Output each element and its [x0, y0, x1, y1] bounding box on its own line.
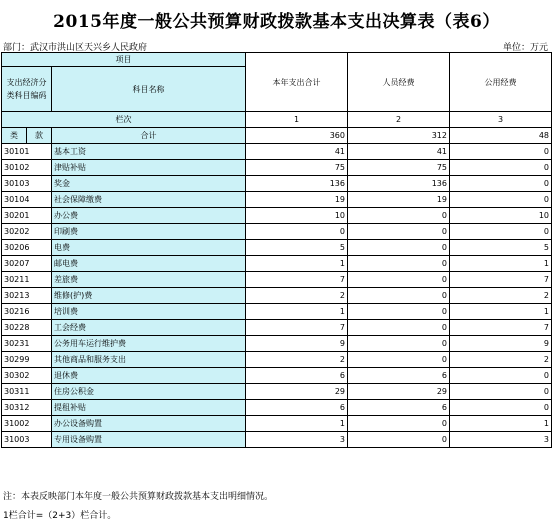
- table-row: [2, 160, 552, 176]
- row-personnel: 6: [348, 400, 450, 416]
- row-total: 10: [246, 208, 348, 224]
- table-row: [2, 176, 552, 192]
- row-code: 30202: [2, 224, 52, 240]
- table-row: [2, 368, 552, 384]
- row-subject-name: 基本工资: [52, 144, 246, 160]
- total-label: 合计: [52, 128, 246, 144]
- row-personnel: 0: [348, 320, 450, 336]
- table-row: [2, 224, 552, 240]
- footnote: 注：本表反映部门本年度一般公共预算财政拨款基本支出明细情况。: [3, 492, 274, 502]
- table-row: [2, 384, 552, 400]
- total-personnel: 312: [348, 128, 450, 144]
- row-public: 2: [450, 352, 552, 368]
- row-public: 10: [450, 208, 552, 224]
- row-code: 30207: [2, 256, 52, 272]
- footnote-formula: 1栏合计=（2+3）栏合计。: [3, 511, 117, 521]
- row-personnel: 0: [348, 240, 450, 256]
- row-personnel: 0: [348, 272, 450, 288]
- row-code: 30312: [2, 400, 52, 416]
- total-value: 360: [246, 128, 348, 144]
- department-label: 部门：武汉市洪山区天兴乡人民政府: [3, 43, 148, 53]
- row-public: 0: [450, 144, 552, 160]
- row-total: 2: [246, 288, 348, 304]
- header-total: 本年支出合计: [246, 53, 348, 112]
- table-row: [2, 432, 552, 448]
- header-public: 公用经费: [450, 53, 552, 112]
- row-personnel: 75: [348, 160, 450, 176]
- row-public: 0: [450, 176, 552, 192]
- table-row: [2, 400, 552, 416]
- row-code: 30228: [2, 320, 52, 336]
- row-personnel: 136: [348, 176, 450, 192]
- row-personnel: 0: [348, 208, 450, 224]
- total-public: 48: [450, 128, 552, 144]
- table-row: [2, 208, 552, 224]
- table-row: [2, 336, 552, 352]
- table-body: [2, 144, 552, 448]
- row-subject-name: 差旅费: [52, 272, 246, 288]
- row-subject-name: 维修(护)费: [52, 288, 246, 304]
- row-personnel: 0: [348, 416, 450, 432]
- row-personnel: 0: [348, 224, 450, 240]
- row-total: 136: [246, 176, 348, 192]
- header-subject-name: 科目名称: [52, 67, 246, 112]
- header-column-index: 栏次: [2, 112, 246, 128]
- header-category-code: 支出经济分类科目编码: [2, 67, 52, 112]
- row-public: 2: [450, 288, 552, 304]
- row-subject-name: 住房公积金: [52, 384, 246, 400]
- row-code: 30211: [2, 272, 52, 288]
- row-total: 29: [246, 384, 348, 400]
- row-personnel: 19: [348, 192, 450, 208]
- row-public: 0: [450, 160, 552, 176]
- unit-label: 单位：万元: [502, 43, 548, 53]
- row-code: 30213: [2, 288, 52, 304]
- table-row: [2, 144, 552, 160]
- page-title: 2015年度一般公共预算财政拨款基本支出决算表（表6）: [53, 12, 500, 32]
- row-code: 30299: [2, 352, 52, 368]
- header-personnel: 人员经费: [348, 53, 450, 112]
- row-subject-name: 电费: [52, 240, 246, 256]
- table-row: [2, 304, 552, 320]
- row-total: 3: [246, 432, 348, 448]
- row-subject-name: 邮电费: [52, 256, 246, 272]
- row-public: 0: [450, 224, 552, 240]
- table-row: [2, 416, 552, 432]
- row-code: 30231: [2, 336, 52, 352]
- row-subject-name: 津贴补贴: [52, 160, 246, 176]
- row-total: 6: [246, 400, 348, 416]
- row-public: 0: [450, 192, 552, 208]
- row-subject-name: 社会保障缴费: [52, 192, 246, 208]
- row-subject-name: 办公设备购置: [52, 416, 246, 432]
- row-subject-name: 公务用车运行维护费: [52, 336, 246, 352]
- row-total: 6: [246, 368, 348, 384]
- row-total: 41: [246, 144, 348, 160]
- row-code: 30103: [2, 176, 52, 192]
- row-code: 30101: [2, 144, 52, 160]
- row-code: 30104: [2, 192, 52, 208]
- row-personnel: 0: [348, 256, 450, 272]
- row-public: 0: [450, 400, 552, 416]
- row-public: 3: [450, 432, 552, 448]
- row-code: 30216: [2, 304, 52, 320]
- row-personnel: 0: [348, 352, 450, 368]
- row-personnel: 6: [348, 368, 450, 384]
- row-public: 1: [450, 304, 552, 320]
- row-subject-name: 印刷费: [52, 224, 246, 240]
- table-row: [2, 256, 552, 272]
- row-public: 0: [450, 384, 552, 400]
- row-public: 7: [450, 272, 552, 288]
- row-subject-name: 提租补贴: [52, 400, 246, 416]
- header-project: 项目: [2, 53, 246, 67]
- row-total: 0: [246, 224, 348, 240]
- row-code: 30201: [2, 208, 52, 224]
- row-subject-name: 工会经费: [52, 320, 246, 336]
- row-total: 1: [246, 416, 348, 432]
- row-subject-name: 办公费: [52, 208, 246, 224]
- row-subject-name: 培训费: [52, 304, 246, 320]
- table-row: [2, 288, 552, 304]
- row-code: 30311: [2, 384, 52, 400]
- row-public: 1: [450, 256, 552, 272]
- row-public: 1: [450, 416, 552, 432]
- row-personnel: 0: [348, 336, 450, 352]
- row-code: 30206: [2, 240, 52, 256]
- row-subject-name: 奖金: [52, 176, 246, 192]
- row-code: 30102: [2, 160, 52, 176]
- table-row: [2, 240, 552, 256]
- row-total: 19: [246, 192, 348, 208]
- row-personnel: 0: [348, 288, 450, 304]
- row-public: 7: [450, 320, 552, 336]
- row-total: 9: [246, 336, 348, 352]
- row-public: 9: [450, 336, 552, 352]
- table-row: [2, 320, 552, 336]
- row-total: 2: [246, 352, 348, 368]
- row-total: 1: [246, 256, 348, 272]
- row-personnel: 41: [348, 144, 450, 160]
- row-public: 5: [450, 240, 552, 256]
- header-lei: 类: [2, 128, 27, 144]
- column-index-2: 2: [348, 112, 450, 128]
- row-personnel: 29: [348, 384, 450, 400]
- row-total: 7: [246, 272, 348, 288]
- row-public: 0: [450, 368, 552, 384]
- table-row: [2, 272, 552, 288]
- row-total: 75: [246, 160, 348, 176]
- row-total: 5: [246, 240, 348, 256]
- row-subject-name: 退休费: [52, 368, 246, 384]
- column-index-3: 3: [450, 112, 552, 128]
- row-total: 7: [246, 320, 348, 336]
- row-subject-name: 其他商品和服务支出: [52, 352, 246, 368]
- header-kuan: 款: [27, 128, 52, 144]
- row-code: 31003: [2, 432, 52, 448]
- table-row: [2, 352, 552, 368]
- row-subject-name: 专用设备购置: [52, 432, 246, 448]
- row-personnel: 0: [348, 432, 450, 448]
- row-personnel: 0: [348, 304, 450, 320]
- expenditure-table: [1, 52, 552, 448]
- row-code: 31002: [2, 416, 52, 432]
- table-row: [2, 192, 552, 208]
- column-index-1: 1: [246, 112, 348, 128]
- row-code: 30302: [2, 368, 52, 384]
- row-total: 1: [246, 304, 348, 320]
